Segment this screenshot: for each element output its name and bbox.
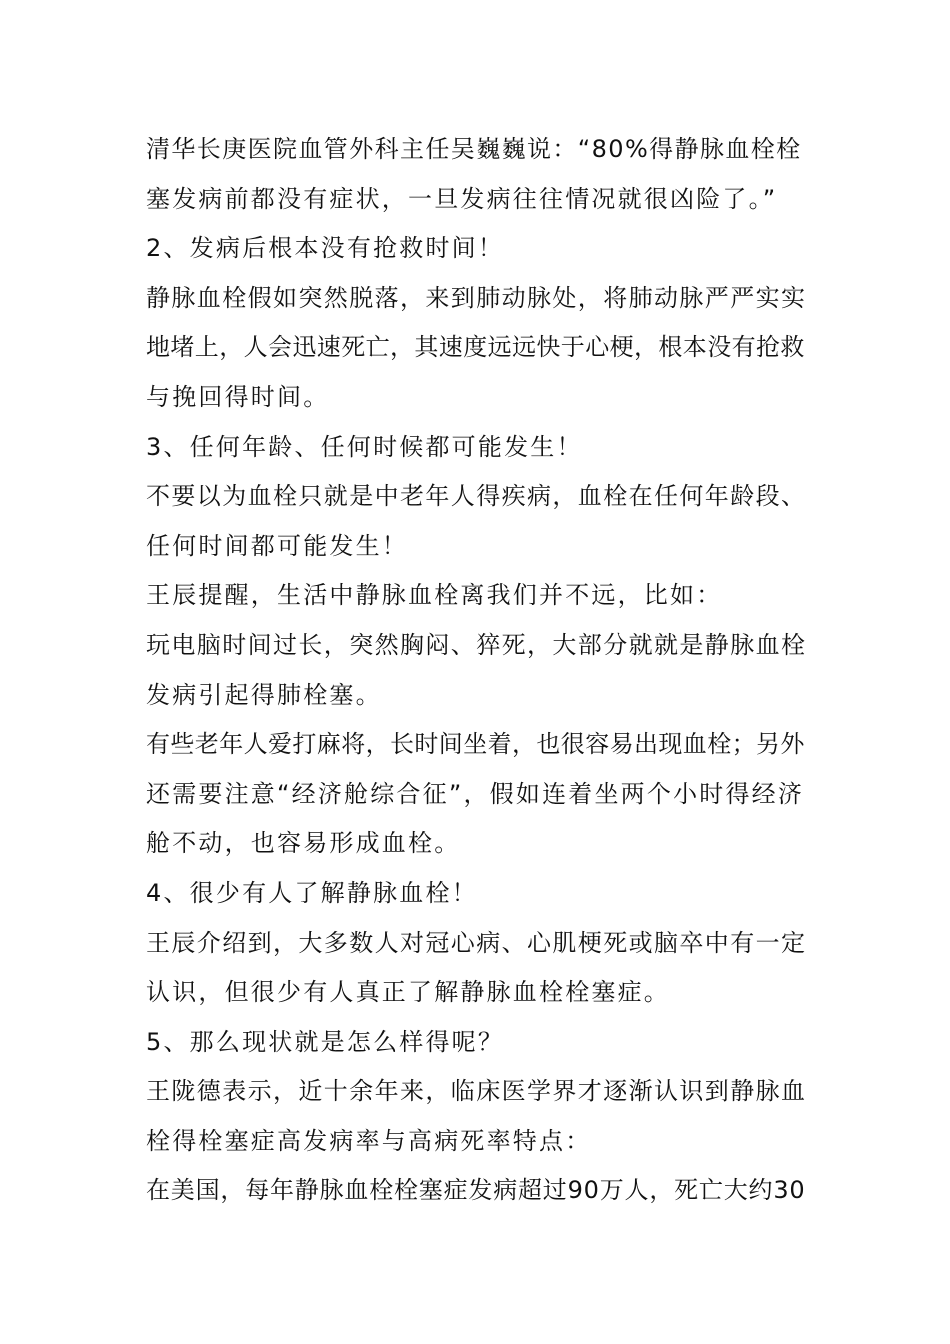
text-line: 王辰介绍到，大多数人对冠心病、心肌梗死或脑卒中有一定 [146, 928, 807, 957]
text-line: 在美国，每年静脉血栓栓塞症发病超过90万人，死亡大约30 [146, 1176, 806, 1205]
text-line: 地堵上，人会迅速死亡，其速度远远快于心梗，根本没有抢救 [146, 333, 805, 362]
document-body [146, 125, 806, 1216]
text-line: 与挽回得时间。 [146, 382, 330, 411]
text-line: 任何时间都可能发生！ [146, 531, 408, 560]
text-line: 不要以为血栓只就是中老年人得疾病，血栓在任何年龄段、 [146, 482, 807, 511]
section-heading: 5、那么现状就是怎么样得呢？ [146, 1027, 505, 1056]
text-line: 栓得栓塞症高发病率与高病死率特点： [146, 1126, 592, 1155]
text-line: 王辰提醒，生活中静脉血栓离我们并不远，比如： [146, 581, 723, 610]
text-line: 认识，但很少有人真正了解静脉血栓栓塞症。 [146, 978, 670, 1007]
text-line: 有些老年人爱打麻将，长时间坐着，也很容易出现血栓；另外 [146, 730, 805, 759]
section-heading: 3、任何年龄、任何时候都可能发生！ [146, 432, 583, 461]
text-line: 王陇德表示，近十余年来，临床医学界才逐渐认识到静脉血 [146, 1077, 807, 1106]
text-line: 还需要注意“经济舱综合征”，假如连着坐两个小时得经济 [146, 779, 805, 808]
text-line: 玩电脑时间过长，突然胸闷、猝死，大部分就就是静脉血栓 [146, 630, 807, 659]
text-line: 舱不动，也容易形成血栓。 [146, 829, 461, 858]
text-line: 静脉血栓假如突然脱落，来到肺动脉处，将肺动脉严严实实 [146, 283, 807, 312]
text-line: 发病引起得肺栓塞。 [146, 680, 382, 709]
text-line: 塞发病前都没有症状，一旦发病往往情况就很凶险了。” [146, 184, 778, 213]
section-heading: 4、很少有人了解静脉血栓！ [146, 878, 478, 907]
section-heading: 2、发病后根本没有抢救时间！ [146, 234, 505, 263]
text-line: 清华长庚医院血管外科主任吴巍巍说：“80%得静脉血栓栓 [146, 135, 802, 163]
